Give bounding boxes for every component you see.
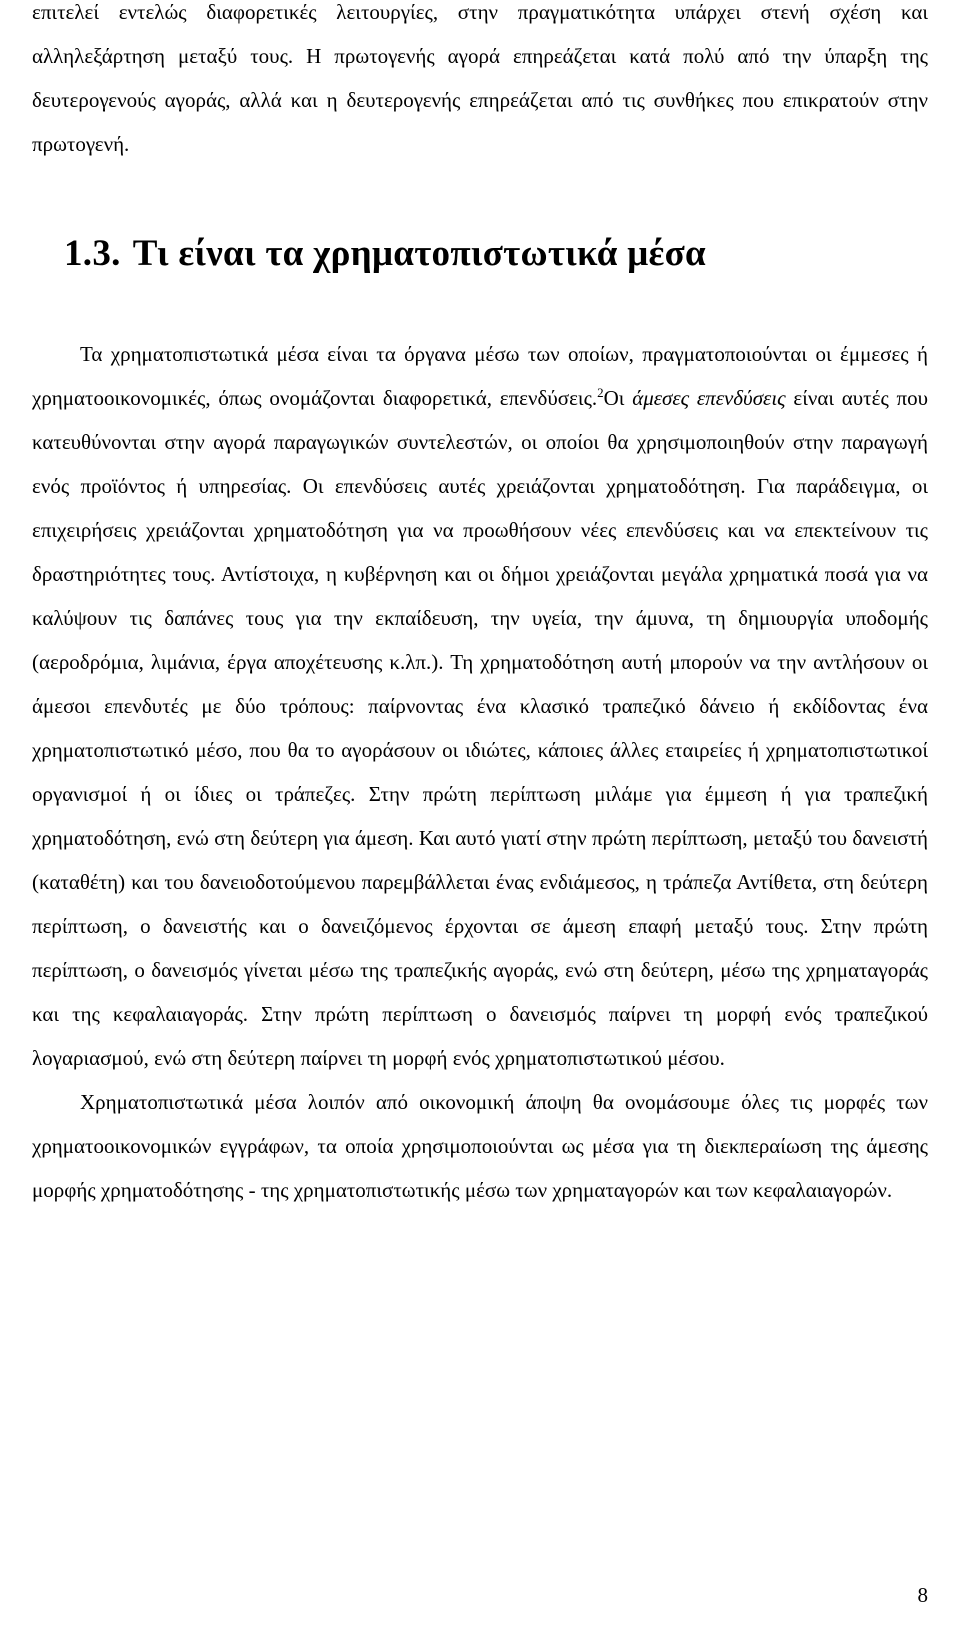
section-title: Τι είναι τα χρηματοπιστωτικά μέσα [132, 233, 706, 274]
intro-text-block [32, 0, 928, 166]
page-number: 8 [917, 1583, 928, 1607]
paragraph-financial-instruments [32, 332, 928, 1080]
intro-paragraph: επιτελεί εντελώς διαφορετικές λειτουργίες, στην πραγματικότητα υπάρχει στενή σχέση και αλληλεξάρτηση μεταξύ τους. Η πρωτογενής αγορά επηρεάζεται κατά πολύ από την ύπαρξη της δευτερογενούς αγοράς, αλλά και η δευτερογενής επηρεάζεται από τις συνθήκες που επικρατούν στην πρωτογενή. [32, 0, 928, 156]
paragraph-1-text-c: είναι αυτές που κατευθύνονται στην αγορά παραγωγικών συντελεστών, οι οποίοι θα χρησιμοποιηθούν στην παραγωγή ενός προϊόντος ή υπηρεσίας. Οι επενδύσεις αυτές χρειάζονται χρηματοδότηση. Για παράδειγμα, οι επιχειρήσεις χρειάζονται χρηματοδότηση για να προωθήσουν νέες επενδύσεις και να επεκτείνουν τις δραστηριότητες τους. Αντίστοιχα, η κυβέρνηση και οι δήμοι χρειάζονται μεγάλα χρηματικά ποσά για να καλύψουν τις δαπάνες τους για την εκπαίδευση, την υγεία, την άμυνα, τη δημιουργία υποδομής (αεροδρόμια, λιμάνια, έργα αποχέτευσης κ.λπ.). Τη χρηματοδότηση αυτή μπορούν να την αντλήσουν οι άμεσοι επενδυτές με δύο τρόπους: παίρνοντας ένα κλασικό τραπεζικό δάνειο ή εκδίδοντας ένα χρηματοπιστωτικό μέσο, που θα το αγοράσουν οι ιδιώτες, κάποιες άλλες εταιρείες ή χρηματοπιστωτικοί οργανισμοί ή οι ίδιες οι τράπεζες. Στην πρώτη περίπτωση μιλάμε για έμμεση ή για τραπεζική χρηματοδότηση, ενώ στη δεύτερη για άμεση. Και αυτό γιατί στην πρώτη περίπτωση, μεταξύ του δανειστή (καταθέτη) και του δανειοδοτούμενου παρεμβάλλεται ένας ενδιάμεσος, η τράπεζα Αντίθετα, στη δεύτερη περίπτωση, ο δανειστής και ο δανειζόμενος έρχονται σε άμεση επαφή μεταξύ τους. Στην πρώτη περίπτωση, ο δανεισμός γίνεται μέσω της τραπεζικής αγοράς, ενώ στη δεύτερη, μέσω της χρηματαγοράς και της κεφαλαιαγοράς. Στην πρώτη περίπτωση ο δανεισμός παίρνει τη μορφή ενός τραπεζικού λογαριασμού, ενώ στη δεύτερη παίρνει τη μορφή ενός χρηματοπιστωτικού μέσου. [32, 386, 928, 1070]
paragraph-definition: Χρηματοπιστωτικά μέσα λοιπόν από οικονομική άποψη θα ονομάσουμε όλες τις μορφές των χρηματοοικονομικών εγγράφων, τα οποία χρησιμοποιούνται ως μέσα για τη διεκπεραίωση της άμεσης μορφής χρηματοδότησης - της χρηματοπιστωτικής μέσω των χρηματαγορών και των κεφαλαιαγορών. [32, 1090, 928, 1202]
section-heading [64, 226, 706, 282]
footnote-reference: 2 [597, 385, 604, 400]
section-body [32, 332, 928, 1212]
section-number: 1.3. [64, 233, 121, 274]
paragraph-1-text-b: Οι [603, 386, 633, 410]
paragraph-1-text-a: Τα χρηματοπιστωτικά μέσα είναι τα όργανα μέσω των οποίων, πραγματοποιούνται οι έμμεσες ή χρηματοοικονομικές, όπως ονομάζονται διαφορετικά, επενδύσεις. [32, 342, 928, 410]
direct-investments-term: άμεσες επενδύσεις [632, 386, 786, 410]
